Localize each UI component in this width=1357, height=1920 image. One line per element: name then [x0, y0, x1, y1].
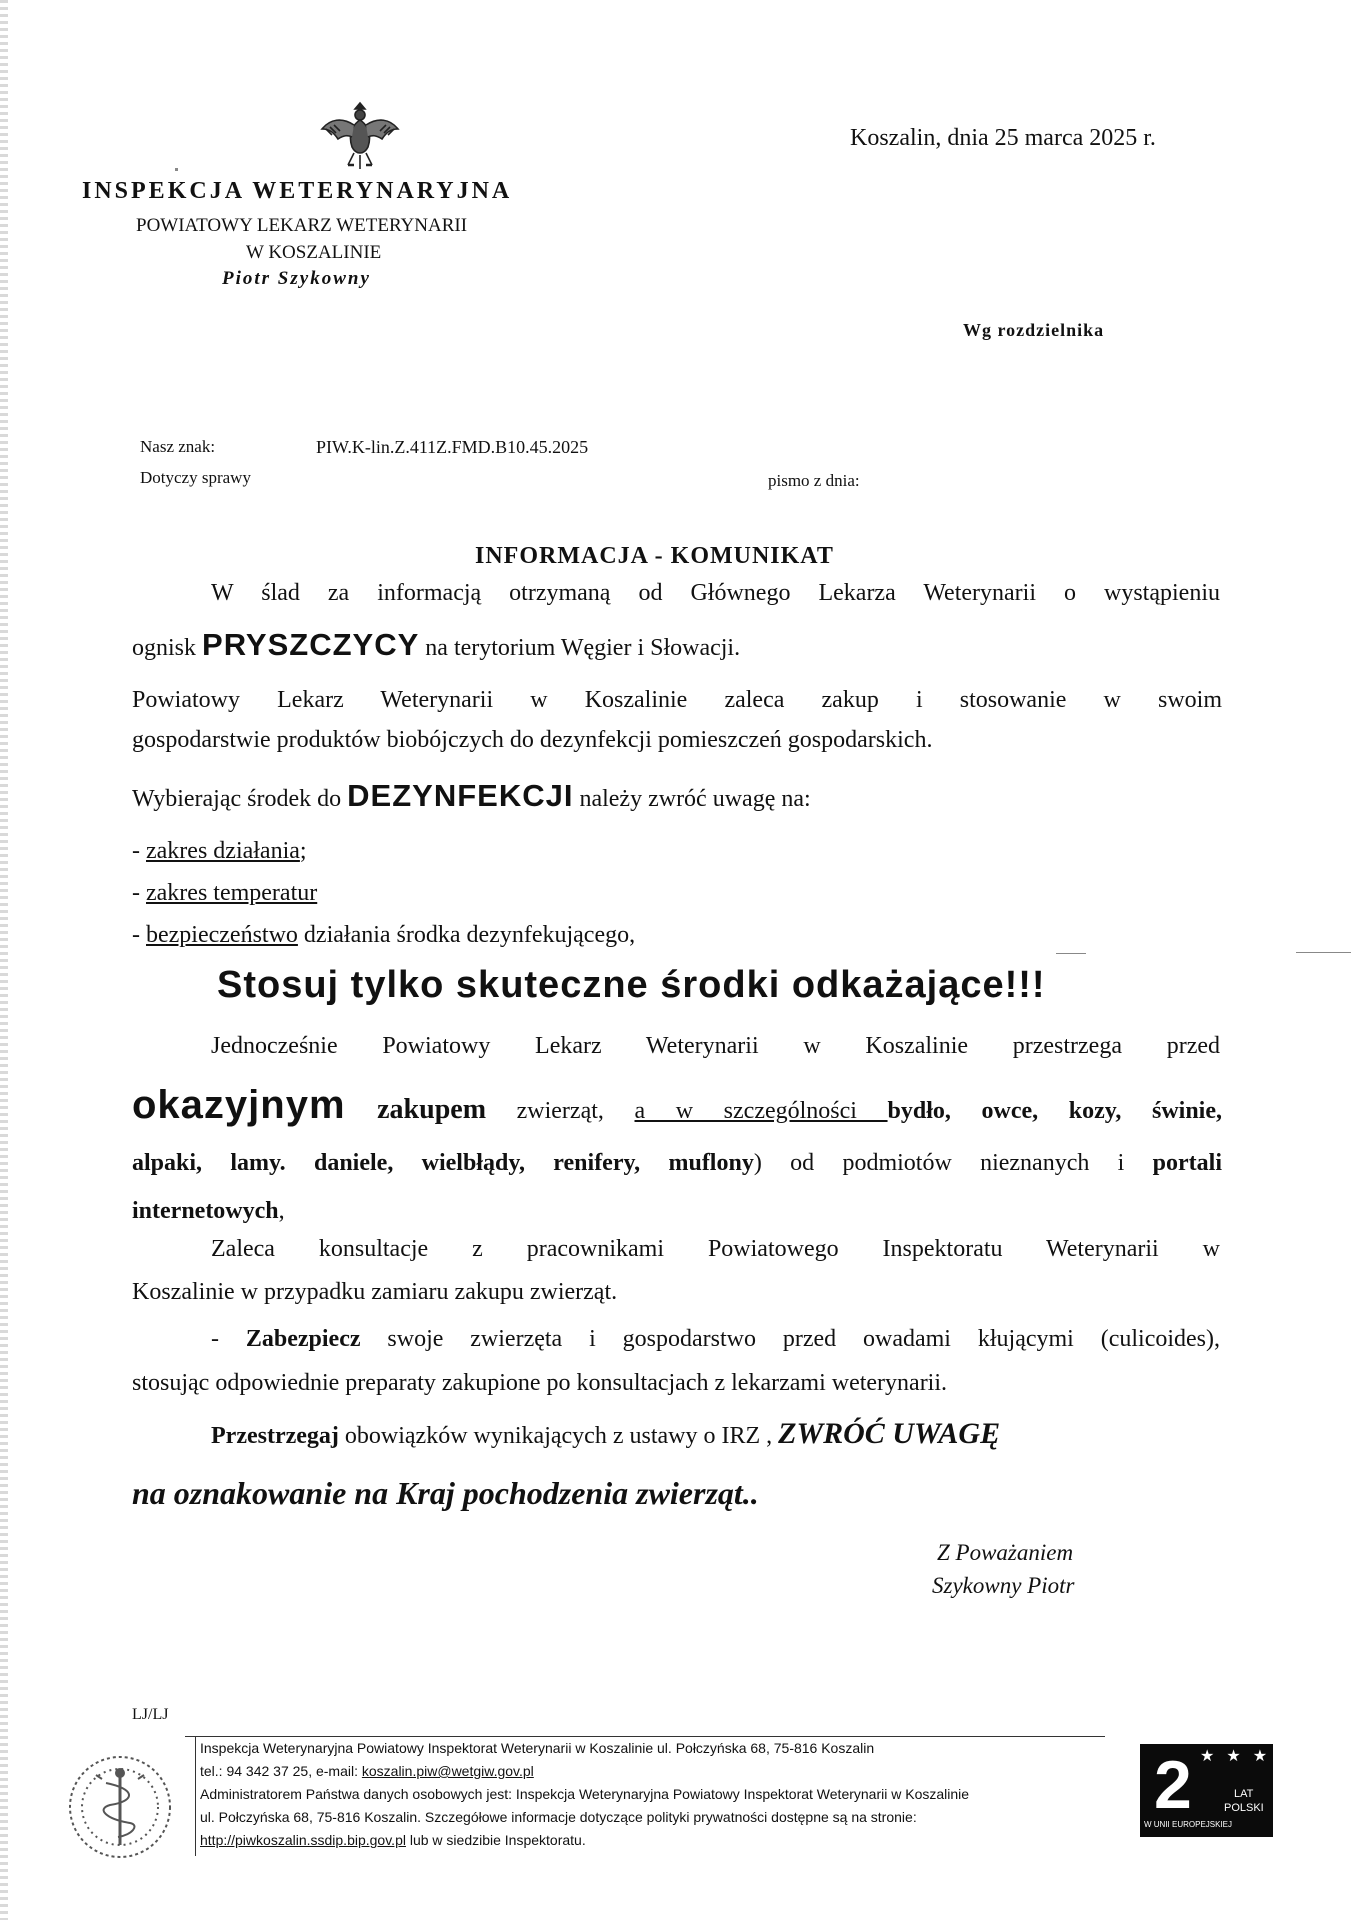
- paragraph-line: [132, 778, 811, 814]
- closing-regards: Z Poważaniem: [937, 1540, 1074, 1565]
- signature-name: Szykowny Piotr: [932, 1573, 1075, 1598]
- org-officer-name: Piotr Szykowny: [222, 268, 371, 289]
- org-location: W KOSZALINIE: [246, 242, 382, 263]
- author-initials: LJ/LJ: [132, 1706, 169, 1723]
- list-item-underlined: bezpieczeństwo: [146, 922, 298, 948]
- emphasis-okazyjnym: okazyjnym: [132, 1083, 346, 1127]
- paragraph-line: [132, 627, 740, 663]
- emphasis-disinfection: DEZYNFEKCJI: [347, 778, 574, 813]
- paragraph-line: [132, 1198, 285, 1225]
- list-item-rest: działania środka dezynfekującego,: [297, 922, 636, 948]
- text-span: należy zwróć uwagę na:: [573, 786, 811, 812]
- footer-address: Inspekcja Weterynaryjna Powiatowy Inspektorat Weterynarii w Koszalinie ul. Połczyńska 68, 75-816 Koszalin: [200, 1740, 875, 1756]
- text-span: ,: [278, 1198, 285, 1224]
- scan-artifact: [1056, 953, 1086, 954]
- paragraph-line: [211, 1326, 1220, 1353]
- list-item: [132, 880, 317, 907]
- scan-artifact: [175, 168, 178, 171]
- text-span: Wybierając środek do: [132, 786, 348, 812]
- paragraph-line: W ślad za informacją otrzymaną od Głównego Lekarza Weterynarii o wystąpieniu: [211, 580, 1220, 606]
- polish-eagle-emblem-icon: [318, 95, 402, 173]
- org-title: INSPEKCJA WETERYNARYJNA: [82, 178, 513, 204]
- badge-number: 2: [1154, 1747, 1192, 1823]
- animal-list: bydło, owce, kozy, świnie,: [887, 1098, 1223, 1124]
- footer-divider: [185, 1736, 1105, 1737]
- badge-polski: POLSKI: [1224, 1802, 1264, 1814]
- paragraph-line: [132, 1083, 1222, 1128]
- paragraph-line: Jednocześnie Powiatowy Lekarz Weterynarii w Koszalinie przestrzega przed: [211, 1033, 1220, 1059]
- text-span: ognisk: [132, 635, 203, 661]
- paragraph-line: Koszalinie w przypadku zamiaru zakupu zwierząt.: [132, 1279, 618, 1305]
- list-item-underlined: zakres działania: [146, 838, 300, 864]
- list-item-rest: ;: [299, 838, 307, 864]
- emphasis-disease: PRYSZCZYCY: [202, 627, 420, 662]
- text-span: na terytorium Węgier i Słowacji.: [419, 635, 741, 661]
- list-item-underlined: zakres temperatur: [146, 880, 318, 906]
- list-item: [132, 922, 635, 949]
- letter-date: Koszalin, dnia 25 marca 2025 r.: [850, 125, 1156, 151]
- badge-lat: LAT: [1234, 1788, 1254, 1800]
- our-ref-label: Nasz znak:: [140, 437, 216, 456]
- emphasis-observe: Przestrzegaj: [211, 1423, 339, 1449]
- emphasis-protect: Zabezpiecz: [245, 1326, 361, 1352]
- emphasis-zakupem: zakupem: [345, 1094, 487, 1125]
- org-office: POWIATOWY LEKARZ WETERYNARII: [136, 215, 468, 236]
- footer-privacy-link-line: [200, 1832, 586, 1848]
- case-label: Dotyczy sprawy: [140, 468, 251, 487]
- text-span: ) od podmiotów nieznanych i: [753, 1150, 1153, 1176]
- paragraph-line: [211, 1417, 1000, 1451]
- badge-subtitle: W UNII EUROPEJSKIEJ: [1144, 1820, 1233, 1829]
- origin-labeling-note: na oznakowanie na Kraj pochodzenia zwierząt..: [132, 1475, 759, 1511]
- letter-date-label: pismo z dnia:: [768, 471, 860, 490]
- text-span: swoje zwierzęta i gospodarstwo przed owadami kłującymi (culicoides),: [360, 1326, 1220, 1352]
- motto: Stosuj tylko skuteczne środki odkażające!!!: [217, 964, 1046, 1006]
- document-heading: INFORMACJA - KOMUNIKAT: [475, 543, 834, 569]
- animal-list: alpaki, lamy. daniele, wielbłądy, renifery, muflony: [132, 1150, 754, 1176]
- footer-phone: tel.: 94 342 37 25, e-mail:: [200, 1763, 362, 1779]
- list-item: [132, 838, 307, 865]
- list-dash: -: [132, 922, 146, 948]
- eu-anniversary-badge: [1140, 1744, 1273, 1837]
- text-span: zwierząt,: [486, 1098, 635, 1124]
- scan-edge: [0, 0, 8, 1920]
- paragraph-line: [132, 1150, 1222, 1177]
- text-span: obowiązków wynikających z ustawy o IRZ ,: [338, 1423, 779, 1449]
- emphasis-internet: internetowych: [132, 1198, 279, 1224]
- paragraph-line: stosując odpowiednie preparaty zakupione po konsultacjach z lekarzami weterynarii.: [132, 1370, 948, 1396]
- list-dash: -: [132, 880, 146, 906]
- footer-text: lub w siedzibie Inspektoratu.: [405, 1832, 586, 1848]
- footer-margin-line: [195, 1736, 196, 1856]
- footer-privacy: Administratorem Państwa danych osobowych jest: Inspekcja Weterynaryjna Powiatowy Inspektorat Weterynarii w Koszalinie: [200, 1786, 970, 1802]
- emphasis-attention: ZWRÓĆ UWAGĘ: [778, 1417, 1001, 1450]
- our-ref-value: PIW.K-lin.Z.411Z.FMD.B10.45.2025: [316, 437, 589, 457]
- list-dash: -: [132, 838, 146, 864]
- text-span: -: [211, 1326, 246, 1352]
- paragraph-line: Powiatowy Lekarz Weterynarii w Koszalinie zaleca zakup i stosowanie w swoim: [132, 687, 1222, 713]
- footer-contact: [200, 1763, 534, 1779]
- distribution-note: Wg rozdzielnika: [963, 320, 1105, 340]
- star-icon: ★ ★ ★: [1200, 1748, 1272, 1765]
- footer-email-link[interactable]: koszalin.piw@wetgiw.gov.pl: [361, 1763, 534, 1779]
- footer-bip-link[interactable]: http://piwkoszalin.ssdip.bip.gov.pl: [200, 1832, 406, 1848]
- footer-privacy: ul. Połczyńska 68, 75-816 Koszalin. Szczegółowe informacje dotyczące polityki prywatności dostępne są na stronie:: [200, 1809, 917, 1825]
- paragraph-line: gospodarstwie produktów biobójczych do dezynfekcji pomieszczeń gospodarskich.: [132, 727, 933, 753]
- paragraph-line: Zaleca konsultacje z pracownikami Powiatowego Inspektoratu Weterynarii w: [211, 1236, 1220, 1262]
- veterinary-inspection-seal-icon: [66, 1753, 174, 1861]
- emphasis-portals: portali: [1152, 1150, 1222, 1176]
- text-underlined: a w szczególności: [634, 1098, 888, 1124]
- scan-artifact: [1296, 952, 1351, 953]
